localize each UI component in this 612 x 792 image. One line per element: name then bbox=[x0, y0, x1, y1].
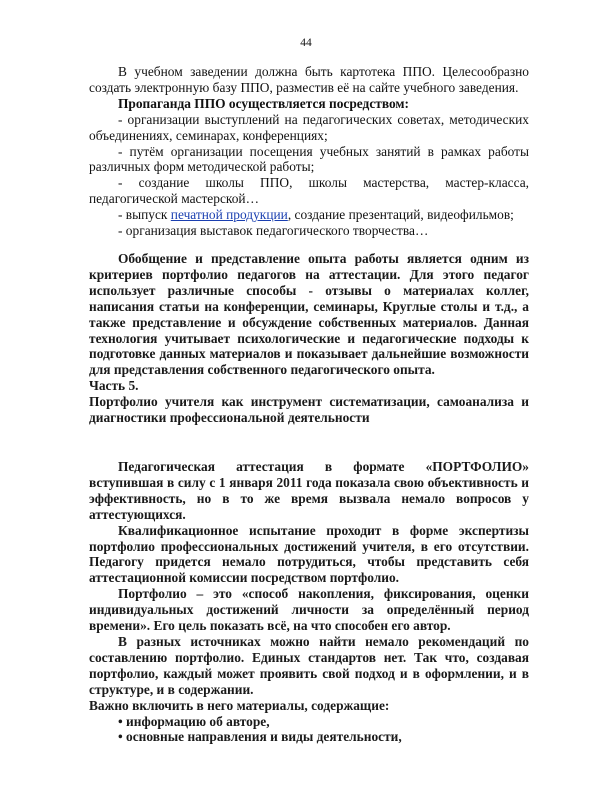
paragraph-propaganda-heading: Пропаганда ППО осуществляется посредством: bbox=[118, 95, 410, 111]
bullet-item: • основные направления и виды деятельности, bbox=[118, 729, 402, 745]
section-portfolio bbox=[89, 251, 529, 426]
paragraph-qualification: Квалификационное испытание проходит в форме экспертизы портфолио профессиональных достижений учителя, в его отсутствии. Педагогу придется немало потрудиться, чтобы представить себя аттестационной комиссии посредством портфолио. bbox=[89, 522, 529, 586]
list-item: - организации выступлений на педагогических советах, методических объединениях, семинарах, конференциях; bbox=[89, 111, 529, 143]
part-title: Портфолио учителя как инструмент систематизации, самоанализа и диагностики профессиональной деятельности bbox=[89, 394, 529, 426]
paragraph-generalization: Обобщение и представление опыта работы является одним из критериев портфолио педагогов на аттестации. Для этого педагог использует различные способы - отзывы о материалах коллег, написания статьи на конференции, семинары, Круглые столы и т.д., а также представление и обсуждение собственных материалов. Данная технология учитывает психологические и педагогические подходы к подготовке данных материалов и показывает дальнейшие возможности для представления собственного педагогического опыта. bbox=[89, 251, 529, 378]
bullet-item: • информацию об авторе, bbox=[118, 713, 270, 729]
part-number: Часть 5. bbox=[89, 378, 139, 394]
page-number: 44 bbox=[300, 37, 312, 49]
list-item-with-link bbox=[89, 207, 529, 223]
list-item-prefix: - выпуск bbox=[118, 207, 171, 223]
paragraph-portfolio-definition: Портфолио – это «способ накопления, фиксирования, оценки индивидуальных достижений личности за определённый период времени». Его цель показать всё, на что способен его автор. bbox=[89, 586, 529, 634]
printed-products-link[interactable]: печатной продукции bbox=[170, 207, 288, 223]
paragraph-recommendations: В разных источниках можно найти немало рекомендаций по составлению портфолио. Единых стандартов нет. Так что, создавая портфолио, каждый может проявить свой подход и в оформлении, и в структуре, и в содержании. bbox=[89, 633, 529, 697]
section-attestation bbox=[89, 459, 529, 745]
list-item: - организация выставок педагогического творчества… bbox=[118, 223, 429, 239]
paragraph-card-index: В учебном заведении должна быть картотека ППО. Целесообразно создать электронную базу ППО, разместив её на сайте учебного заведения. bbox=[89, 64, 529, 95]
list-item: - создание школы ППО, школы мастерства, мастер-класса, педагогической мастерской… bbox=[89, 175, 529, 207]
paragraph-include-materials: Важно включить в него материалы, содержащие: bbox=[89, 697, 390, 713]
section-ppo bbox=[89, 64, 529, 239]
list-item-suffix: , создание презентаций, видеофильмов; bbox=[287, 207, 514, 223]
paragraph-attestation: Педагогическая аттестация в формате «ПОРТФОЛИО» вступившая в силу с 1 января 2011 года показала свою объективность и эффективность, но в то же время вызвала немало вопросов у аттестующихся. bbox=[89, 459, 529, 522]
list-item: - путём организации посещения учебных занятий в рамках работы различных форм методической работы; bbox=[89, 143, 529, 175]
